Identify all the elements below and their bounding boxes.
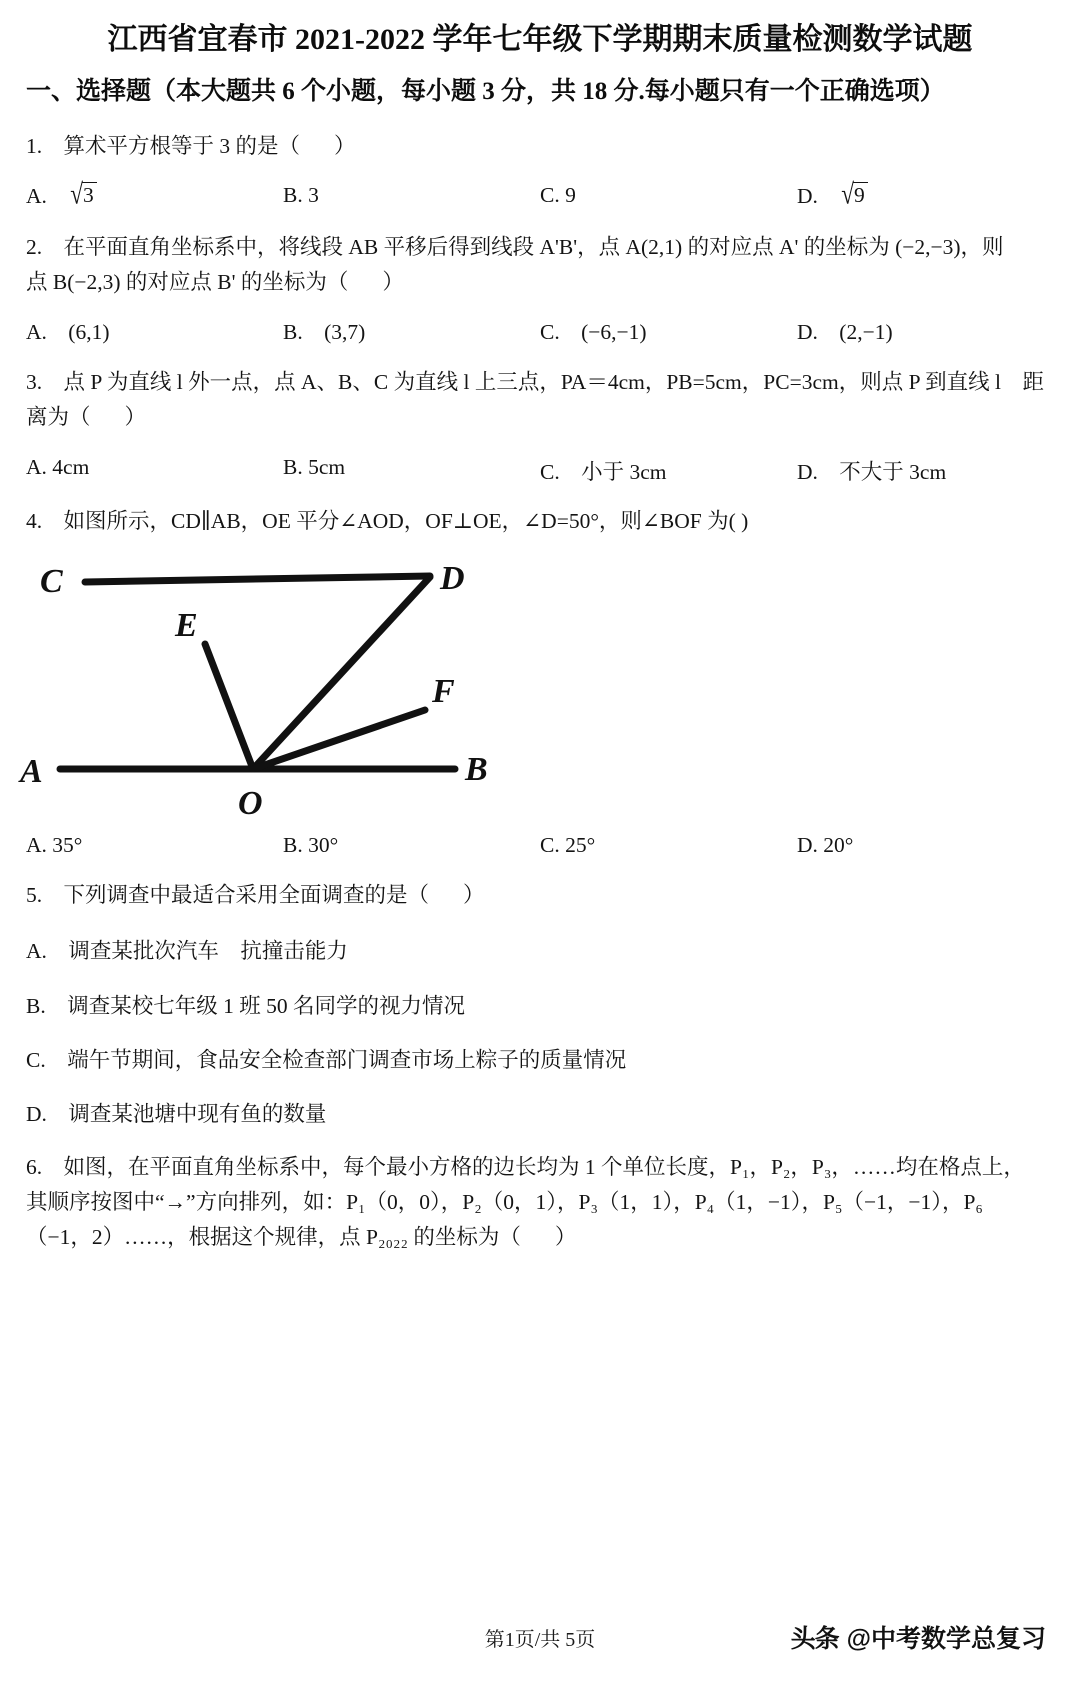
option-1-D-radicand: 9 — [853, 182, 868, 208]
ray-OE — [205, 644, 253, 769]
page-footer — [0, 1623, 1080, 1669]
option-4-B[interactable] — [283, 833, 540, 858]
sqrt-icon: √3 — [68, 183, 97, 210]
question-1-number: 1. — [26, 133, 43, 158]
exam-page — [0, 22, 1080, 1695]
option-5-B[interactable]: B. 调查某校七年级 1 班 50 名同学的视力情况 — [26, 993, 465, 1018]
option-4-D-label: D. — [797, 833, 818, 858]
option-2-C-label: C. — [540, 319, 560, 344]
option-4-C[interactable] — [540, 833, 797, 858]
page-number: 第1页/共 5页 — [484, 1629, 596, 1651]
section-heading: 一、选择题（本大题共 6 个小题，每小题 3 分，共 18 分.每小题只有一个正确选项） — [26, 78, 945, 105]
option-4-A-label: A. — [26, 833, 47, 858]
question-5-number: 5. — [26, 883, 43, 908]
question-4-figure — [0, 544, 1080, 829]
option-3-A-label: A. — [26, 454, 47, 479]
question-6-close-paren: ） — [554, 1224, 577, 1249]
option-3-C[interactable] — [540, 455, 797, 486]
question-1-text: 算术平方根等于 3 的是（ — [63, 133, 301, 158]
question-6-line2: 其顺序按图中“→”方向排列，如：P₁（0，0），P₂（0，1），P₃（1，1），P₄（1，−1），P₅（−1，−1），P₆ — [26, 1190, 983, 1215]
option-1-C-text: 9 — [565, 183, 576, 208]
option-1-D[interactable] — [797, 178, 1054, 212]
option-3-B-label: B. — [283, 454, 303, 479]
question-6-line1: 如图，在平面直角坐标系中，每个最小方格的边长均为 1 个单位长度，P₁，P₂，P₃，……均在格点上， — [63, 1155, 1025, 1180]
question-3-close-paren: ） — [124, 404, 147, 429]
question-5-close-paren: ） — [463, 883, 485, 908]
question-4-number: 4. — [26, 508, 43, 533]
option-3-C-label: C. — [540, 459, 560, 484]
option-3-D-label: D. — [797, 459, 818, 484]
option-1-C[interactable] — [540, 183, 797, 210]
question-3-line2: 离为（ — [26, 404, 91, 429]
option-1-C-label: C. — [540, 183, 560, 208]
label-F: F — [432, 673, 455, 711]
option-4-A[interactable] — [26, 833, 283, 858]
option-2-D-text: (2,−1) — [839, 319, 893, 344]
option-2-C-text: (−6,−1) — [581, 319, 647, 344]
option-3-B[interactable] — [283, 455, 540, 486]
option-5-A[interactable]: A. 调查某批次汽车 抗撞击能力 — [26, 939, 348, 964]
question-1-options — [26, 178, 1054, 212]
question-4-stem — [26, 504, 1054, 539]
label-B: B — [465, 751, 488, 789]
option-1-A-radicand: 3 — [82, 182, 97, 208]
label-C: C — [40, 563, 63, 601]
option-2-B[interactable] — [283, 320, 540, 345]
option-4-B-text: 30° — [308, 833, 339, 858]
option-4-D-text: 20° — [823, 833, 854, 858]
question-3-number: 3. — [26, 369, 43, 394]
option-4-B-label: B. — [283, 833, 303, 858]
label-E: E — [175, 607, 198, 645]
option-3-D-text: 不大于 3cm — [839, 459, 947, 484]
option-3-B-text: 5cm — [308, 454, 346, 479]
question-4-options — [26, 833, 1054, 858]
question-6-stem — [26, 1150, 1054, 1254]
option-3-A-text: 4cm — [52, 454, 90, 479]
question-2-number: 2. — [26, 235, 43, 260]
option-1-B-text: 3 — [308, 183, 319, 208]
option-2-B-label: B. — [283, 319, 303, 344]
option-4-D[interactable] — [797, 833, 1054, 858]
option-1-A-label: A. — [26, 184, 47, 209]
question-6-number: 6. — [26, 1155, 43, 1180]
option-2-C[interactable] — [540, 320, 797, 345]
option-5-C[interactable]: C. 端午节期间，食品安全检查部门调查市场上粽子的质量情况 — [26, 1047, 627, 1072]
option-1-D-label: D. — [797, 184, 818, 209]
question-6-line3: （−1，2）……，根据这个规律，点 P₂₀₂₂ 的坐标为（ — [26, 1224, 521, 1249]
question-3-stem — [26, 365, 1054, 435]
sqrt-icon: √9 — [839, 183, 868, 210]
option-4-A-text: 35° — [52, 833, 83, 858]
question-2-close-paren: ） — [382, 270, 404, 295]
option-2-B-text: (3,7) — [324, 319, 366, 344]
question-3-options — [26, 455, 1054, 486]
option-1-B[interactable] — [283, 183, 540, 210]
option-1-B-label: B. — [283, 183, 303, 208]
toutiao-logo-icon: 头条 — [790, 1625, 839, 1653]
option-4-C-label: C. — [540, 833, 560, 858]
watermark — [791, 1619, 1046, 1655]
option-2-A[interactable] — [26, 320, 283, 345]
question-5-text: 下列调查中最适合采用全面调查的是（ — [63, 883, 430, 908]
option-5-D[interactable]: D. 调查某池塘中现有鱼的数量 — [26, 1102, 327, 1127]
question-1-stem — [26, 129, 1054, 164]
question-2-options — [26, 320, 1054, 345]
option-3-C-text: 小于 3cm — [581, 459, 667, 484]
geometry-diagram-svg — [0, 544, 560, 824]
option-3-D[interactable] — [797, 455, 1054, 486]
label-A: A — [20, 753, 43, 791]
option-2-A-label: A. — [26, 319, 47, 344]
question-2-stem — [26, 230, 1054, 300]
question-4-text: 如图所示，CD∥AB，OE 平分∠AOD，OF⊥OE，∠D=50°，则∠BOF 为( ) — [63, 508, 749, 533]
option-2-D-label: D. — [797, 319, 818, 344]
question-3-line1: 点 P 为直线 l 外一点，点 A、B、C 为直线 l 上三点，PA＝4cm，PB=5cm，PC=3cm，则点 P 到直线 l 距 — [63, 369, 1044, 394]
label-O: O — [238, 785, 263, 823]
question-5-stem — [26, 878, 1054, 913]
option-1-A[interactable] — [26, 178, 283, 212]
option-2-D[interactable] — [797, 320, 1054, 345]
page-title: 江西省宜春市 2021-2022 学年七年级下学期期末质量检测数学试题 — [107, 23, 973, 56]
option-3-A[interactable] — [26, 455, 283, 486]
option-2-A-text: (6,1) — [68, 319, 110, 344]
label-D: D — [440, 560, 465, 598]
question-2-line2: 点 B(−2,3) 的对应点 B' 的坐标为（ — [26, 270, 349, 295]
watermark-text: @中考数学总复习 — [846, 1625, 1046, 1653]
question-2-line1: 在平面直角坐标系中，将线段 AB 平移后得到线段 A'B'，点 A(2,1) 的对应点 A' 的坐标为 (−2,−3)，则 — [63, 235, 1004, 260]
option-4-C-text: 25° — [565, 833, 596, 858]
segment-CD — [85, 576, 430, 582]
question-1-close-paren: ） — [334, 133, 356, 158]
